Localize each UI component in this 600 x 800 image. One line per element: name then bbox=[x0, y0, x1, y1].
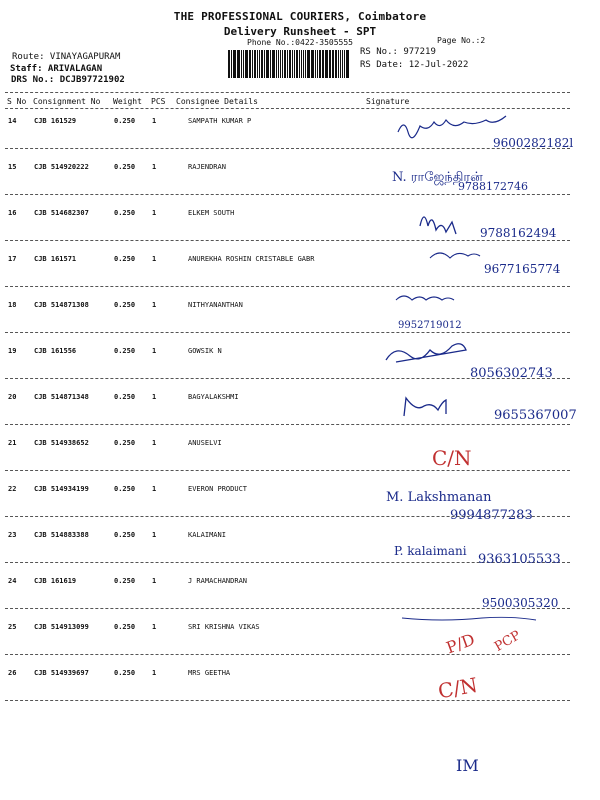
hw-phone-22: 9994877283 bbox=[450, 508, 533, 523]
hw-pcp-mark-25: PCP bbox=[492, 628, 524, 655]
col-header-consignee: Consignee Details bbox=[176, 97, 258, 106]
row-sno: 21 bbox=[8, 439, 17, 447]
hw-phone-15: 9788172746 bbox=[458, 180, 528, 193]
staff-label: Staff: ARIVALAGAN bbox=[10, 64, 103, 74]
drs-number: DRS No.: DCJB97721902 bbox=[11, 75, 125, 85]
row-pcs: 1 bbox=[152, 255, 157, 263]
hw-cn-mark-21: C/N bbox=[432, 446, 472, 470]
phone-number: Phone No.:0422-3505555 bbox=[247, 38, 353, 47]
hw-phone-16: 9788162494 bbox=[480, 226, 557, 240]
row-consignee: GOWSIK N bbox=[188, 347, 222, 355]
row-consignment-no: CJB 161619 bbox=[34, 577, 77, 585]
document-title: THE PROFESSIONAL COURIERS, Coimbatore bbox=[173, 10, 427, 23]
hw-footer-mark: IM bbox=[456, 756, 479, 775]
hw-pod-mark-25: P/D bbox=[443, 629, 478, 658]
signature-scribble-14 bbox=[398, 116, 506, 138]
row-sno: 25 bbox=[8, 623, 17, 631]
row-weight: 0.250 bbox=[114, 669, 136, 677]
document-subtitle: Delivery Runsheet - SPT bbox=[223, 25, 377, 38]
row-weight: 0.250 bbox=[114, 623, 136, 631]
row-consignment-no: CJB 514871348 bbox=[34, 393, 89, 401]
hw-phone-14: 9600282182l bbox=[493, 136, 574, 150]
row-consignment-no: CJB 514913099 bbox=[34, 623, 89, 631]
row-sno: 15 bbox=[8, 163, 17, 171]
row-sno: 26 bbox=[8, 669, 17, 677]
row-weight: 0.250 bbox=[114, 439, 136, 447]
row-consignee: KALAIMANI bbox=[188, 531, 226, 539]
row-sno: 16 bbox=[8, 209, 17, 217]
col-header-consignment: Consignment No bbox=[33, 97, 101, 106]
row-consignment-no: CJB 161556 bbox=[34, 347, 77, 355]
row-pcs: 1 bbox=[152, 577, 157, 585]
row-consignee: J RAMACHANDRAN bbox=[188, 577, 248, 585]
row-consignee: BAGYALAKSHMI bbox=[188, 393, 239, 401]
col-header-pcs: PCS bbox=[151, 97, 166, 106]
row-pcs: 1 bbox=[152, 531, 157, 539]
row-weight: 0.250 bbox=[114, 209, 136, 217]
row-consignment-no: CJB 514920222 bbox=[34, 163, 89, 171]
row-consignee: ANUSELVI bbox=[188, 439, 222, 447]
row-consignment-no: CJB 514682307 bbox=[34, 209, 89, 217]
row-sno: 20 bbox=[8, 393, 17, 401]
row-weight: 0.250 bbox=[114, 255, 136, 263]
row-consignee: SAMPATH KUMAR P bbox=[188, 117, 252, 125]
row-sno: 24 bbox=[8, 577, 17, 585]
col-header-sno: S No bbox=[7, 97, 27, 106]
rs-date: RS Date: 12-Jul-2022 bbox=[360, 60, 469, 70]
row-consignee: MRS GEETHA bbox=[188, 669, 231, 677]
row-consignment-no: CJB 514871308 bbox=[34, 301, 89, 309]
row-pcs: 1 bbox=[152, 301, 157, 309]
row-pcs: 1 bbox=[152, 669, 157, 677]
signature-scribble-18 bbox=[396, 296, 454, 300]
row-pcs: 1 bbox=[152, 485, 157, 493]
hw-name-15: N. ராஜேந்திரன் bbox=[392, 170, 483, 185]
row-pcs: 1 bbox=[152, 117, 157, 125]
row-consignee: EVERON PRODUCT bbox=[188, 485, 248, 493]
row-sno: 19 bbox=[8, 347, 17, 355]
col-header-weight: Weight bbox=[113, 97, 142, 106]
row-consignee: SRI KRISHNA VIKAS bbox=[188, 623, 260, 631]
row-weight: 0.250 bbox=[114, 531, 136, 539]
row-weight: 0.250 bbox=[114, 347, 136, 355]
row-consignment-no: CJB 514883388 bbox=[34, 531, 89, 539]
row-consignee: RAJENDRAN bbox=[188, 163, 226, 171]
row-consignee: NITHYANANTHAN bbox=[188, 301, 243, 309]
row-weight: 0.250 bbox=[114, 577, 136, 585]
row-sno: 23 bbox=[8, 531, 17, 539]
row-consignee: ELKEM SOUTH bbox=[188, 209, 235, 217]
row-pcs: 1 bbox=[152, 347, 157, 355]
hw-phone-17: 9677165774 bbox=[484, 262, 561, 276]
row-consignment-no: CJB 161571 bbox=[34, 255, 77, 263]
row-pcs: 1 bbox=[152, 393, 157, 401]
row-consignment-no: CJB 514938652 bbox=[34, 439, 89, 447]
row-consignment-no: CJB 514934199 bbox=[34, 485, 89, 493]
row-pcs: 1 bbox=[152, 623, 157, 631]
col-header-signature: Signature bbox=[366, 97, 410, 106]
hw-phone-24: 9500305320 bbox=[482, 596, 559, 610]
signature-scribble-19 bbox=[386, 344, 466, 362]
hw-phone-23: 9363105533 bbox=[478, 552, 561, 567]
row-consignee: ANUREKHA ROSHIN CRISTABLE GABR bbox=[188, 255, 315, 263]
row-sno: 14 bbox=[8, 117, 17, 125]
signature-underline-24 bbox=[402, 617, 536, 620]
row-sno: 18 bbox=[8, 301, 17, 309]
hw-name-22: M. Lakshmanan bbox=[386, 490, 492, 505]
route-label: Route: VINAYAGAPURAM bbox=[12, 52, 121, 62]
hw-phone-20: 9655367007 bbox=[494, 408, 577, 423]
signature-scribble-20 bbox=[404, 398, 446, 416]
row-weight: 0.250 bbox=[114, 301, 136, 309]
row-consignment-no: CJB 514939697 bbox=[34, 669, 89, 677]
row-weight: 0.250 bbox=[114, 117, 136, 125]
hw-phone-19: 8056302743 bbox=[470, 366, 553, 381]
row-pcs: 1 bbox=[152, 439, 157, 447]
hw-cn-mark-26: C/N bbox=[436, 672, 480, 704]
rs-number: RS No.: 977219 bbox=[360, 47, 436, 57]
signature-scribble-17 bbox=[430, 253, 480, 258]
page-number: Page No.:2 bbox=[437, 36, 486, 45]
row-pcs: 1 bbox=[152, 163, 157, 171]
row-weight: 0.250 bbox=[114, 163, 136, 171]
signature-scribble-16 bbox=[420, 217, 456, 234]
row-consignment-no: CJB 161529 bbox=[34, 117, 77, 125]
hw-phone-18: 9952719012 bbox=[398, 320, 462, 331]
hw-name-23: P. kalaimani bbox=[394, 544, 467, 558]
row-sno: 17 bbox=[8, 255, 17, 263]
row-weight: 0.250 bbox=[114, 485, 136, 493]
row-pcs: 1 bbox=[152, 209, 157, 217]
row-weight: 0.250 bbox=[114, 393, 136, 401]
row-sno: 22 bbox=[8, 485, 17, 493]
